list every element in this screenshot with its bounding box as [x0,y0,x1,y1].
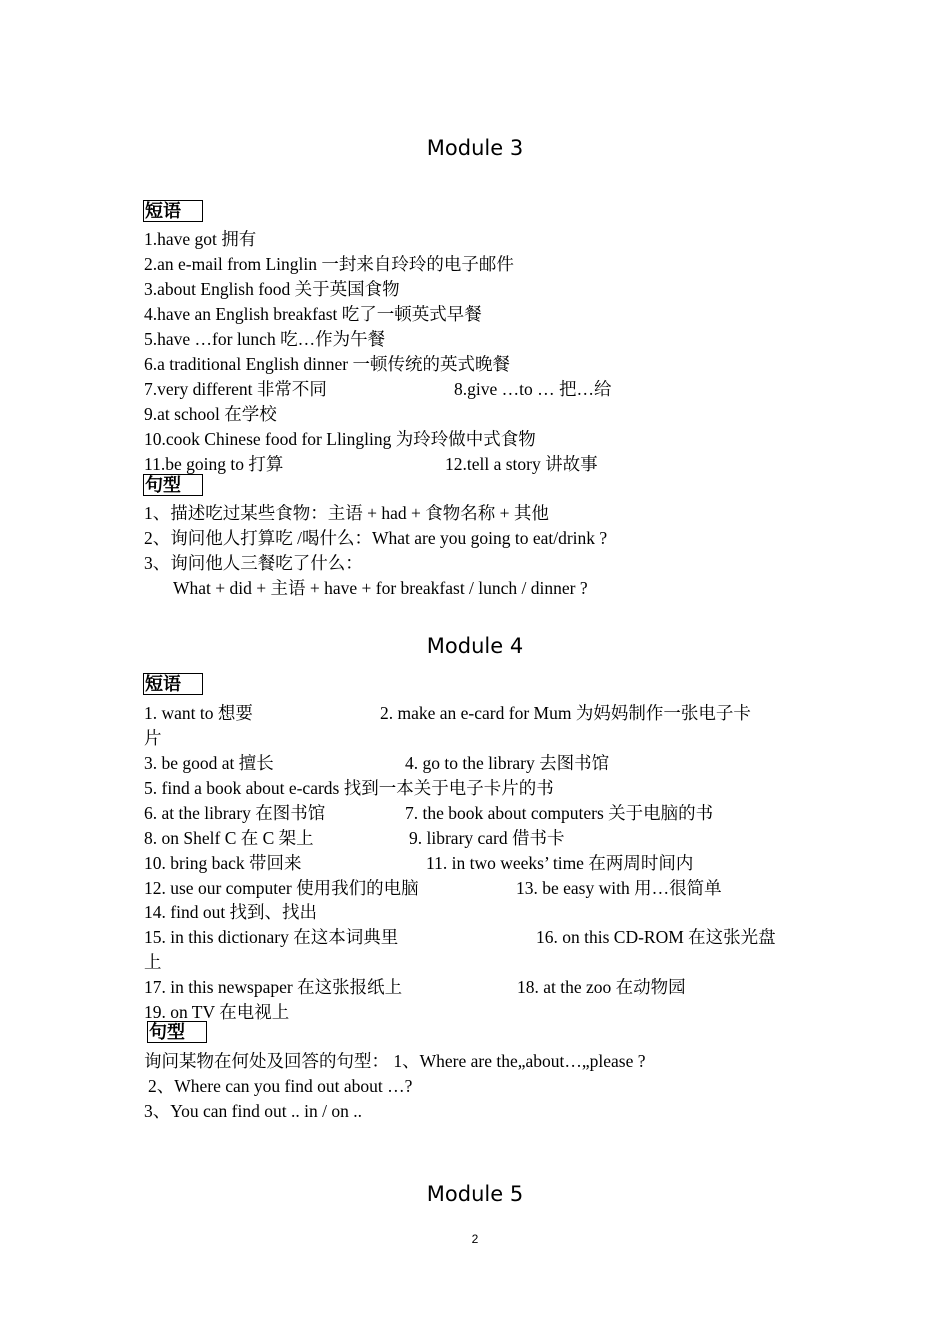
phrase-item: 1.have got 拥有 [144,229,257,249]
sentence-item: 3、You can find out .. in / on .. [144,1101,362,1121]
phrase-item: 6. at the library 在图书馆 [144,803,326,823]
phrase-item: 8. on Shelf C 在 C 架上 [144,828,314,848]
page-number: 2 [471,1232,479,1246]
module-5-title: Module 5 [426,1182,524,1206]
phrase-item: 5. find a book about e-cards 找到一本关于电子卡片的书 [144,778,554,798]
phrase-item: 8.give …to … 把…给 [454,379,612,399]
phrase-item: 5.have …for lunch 吃…作为午餐 [144,329,386,349]
phrase-item: 10. bring back 带回来 [144,853,302,873]
phrase-item: 3. be good at 擅长 [144,753,274,773]
phrase-label: 短语 [143,200,203,222]
phrase-item: 15. in this dictionary 在这本词典里 [144,927,399,947]
phrase-item: 9. library card 借书卡 [409,828,565,848]
sentence-item: 询问某物在何处及回答的句型： 1、Where are the„about…„please ? [144,1051,646,1071]
sentence-item: What + did + 主语 + have + for breakfast / lunch / dinner ? [173,578,588,598]
phrase-item: 片 [144,728,162,748]
phrase-item: 7.very different 非常不同 [144,379,327,399]
sentence-item: 3、询问他人三餐吃了什么： [144,553,363,573]
phrase-item: 3.about English food 关于英国食物 [144,279,400,299]
phrase-item: 13. be easy with 用…很简单 [516,878,722,898]
phrase-item: 11.be going to 打算 [144,454,284,474]
sentence-item: 1、描述吃过某些食物：主语 + had + 食物名称 + 其他 [144,503,549,523]
phrase-item: 11. in two weeks’ time 在两周时间内 [426,853,694,873]
phrase-item: 2. make an e-card for Mum 为妈妈制作一张电子卡 [380,703,751,723]
phrase-item: 12.tell a story 讲故事 [445,454,598,474]
sentence-label: 句型 [143,474,203,496]
phrase-item: 1. want to 想要 [144,703,253,723]
phrase-item: 4. go to the library 去图书馆 [405,753,610,773]
phrase-item: 12. use our computer 使用我们的电脑 [144,878,419,898]
phrase-item: 4.have an English breakfast 吃了一顿英式早餐 [144,304,482,324]
sentence-item: 2、Where can you find out about …? [148,1076,413,1096]
module-4-title: Module 4 [426,634,524,658]
phrase-item: 9.at school 在学校 [144,404,277,424]
phrase-item: 16. on this CD-ROM 在这张光盘 [536,927,776,947]
phrase-item: 19. on TV 在电视上 [144,1002,290,1022]
phrase-item: 7. the book about computers 关于电脑的书 [405,803,714,823]
sentence-label: 句型 [147,1021,207,1043]
sentence-item: 2、询问他人打算吃 /喝什么：What are you going to eat/drink ? [144,528,608,548]
phrase-item: 14. find out 找到、找出 [144,902,318,922]
phrase-item: 10.cook Chinese food for Llingling 为玲玲做中式食物 [144,429,536,449]
phrase-item: 6.a traditional English dinner 一顿传统的英式晚餐 [144,354,510,374]
phrase-item: 上 [144,952,162,972]
module-3-title: Module 3 [426,136,524,160]
phrase-label: 短语 [143,673,203,695]
phrase-item: 17. in this newspaper 在这张报纸上 [144,977,403,997]
phrase-item: 18. at the zoo 在动物园 [517,977,686,997]
phrase-item: 2.an e-mail from Linglin 一封来自玲玲的电子邮件 [144,254,514,274]
